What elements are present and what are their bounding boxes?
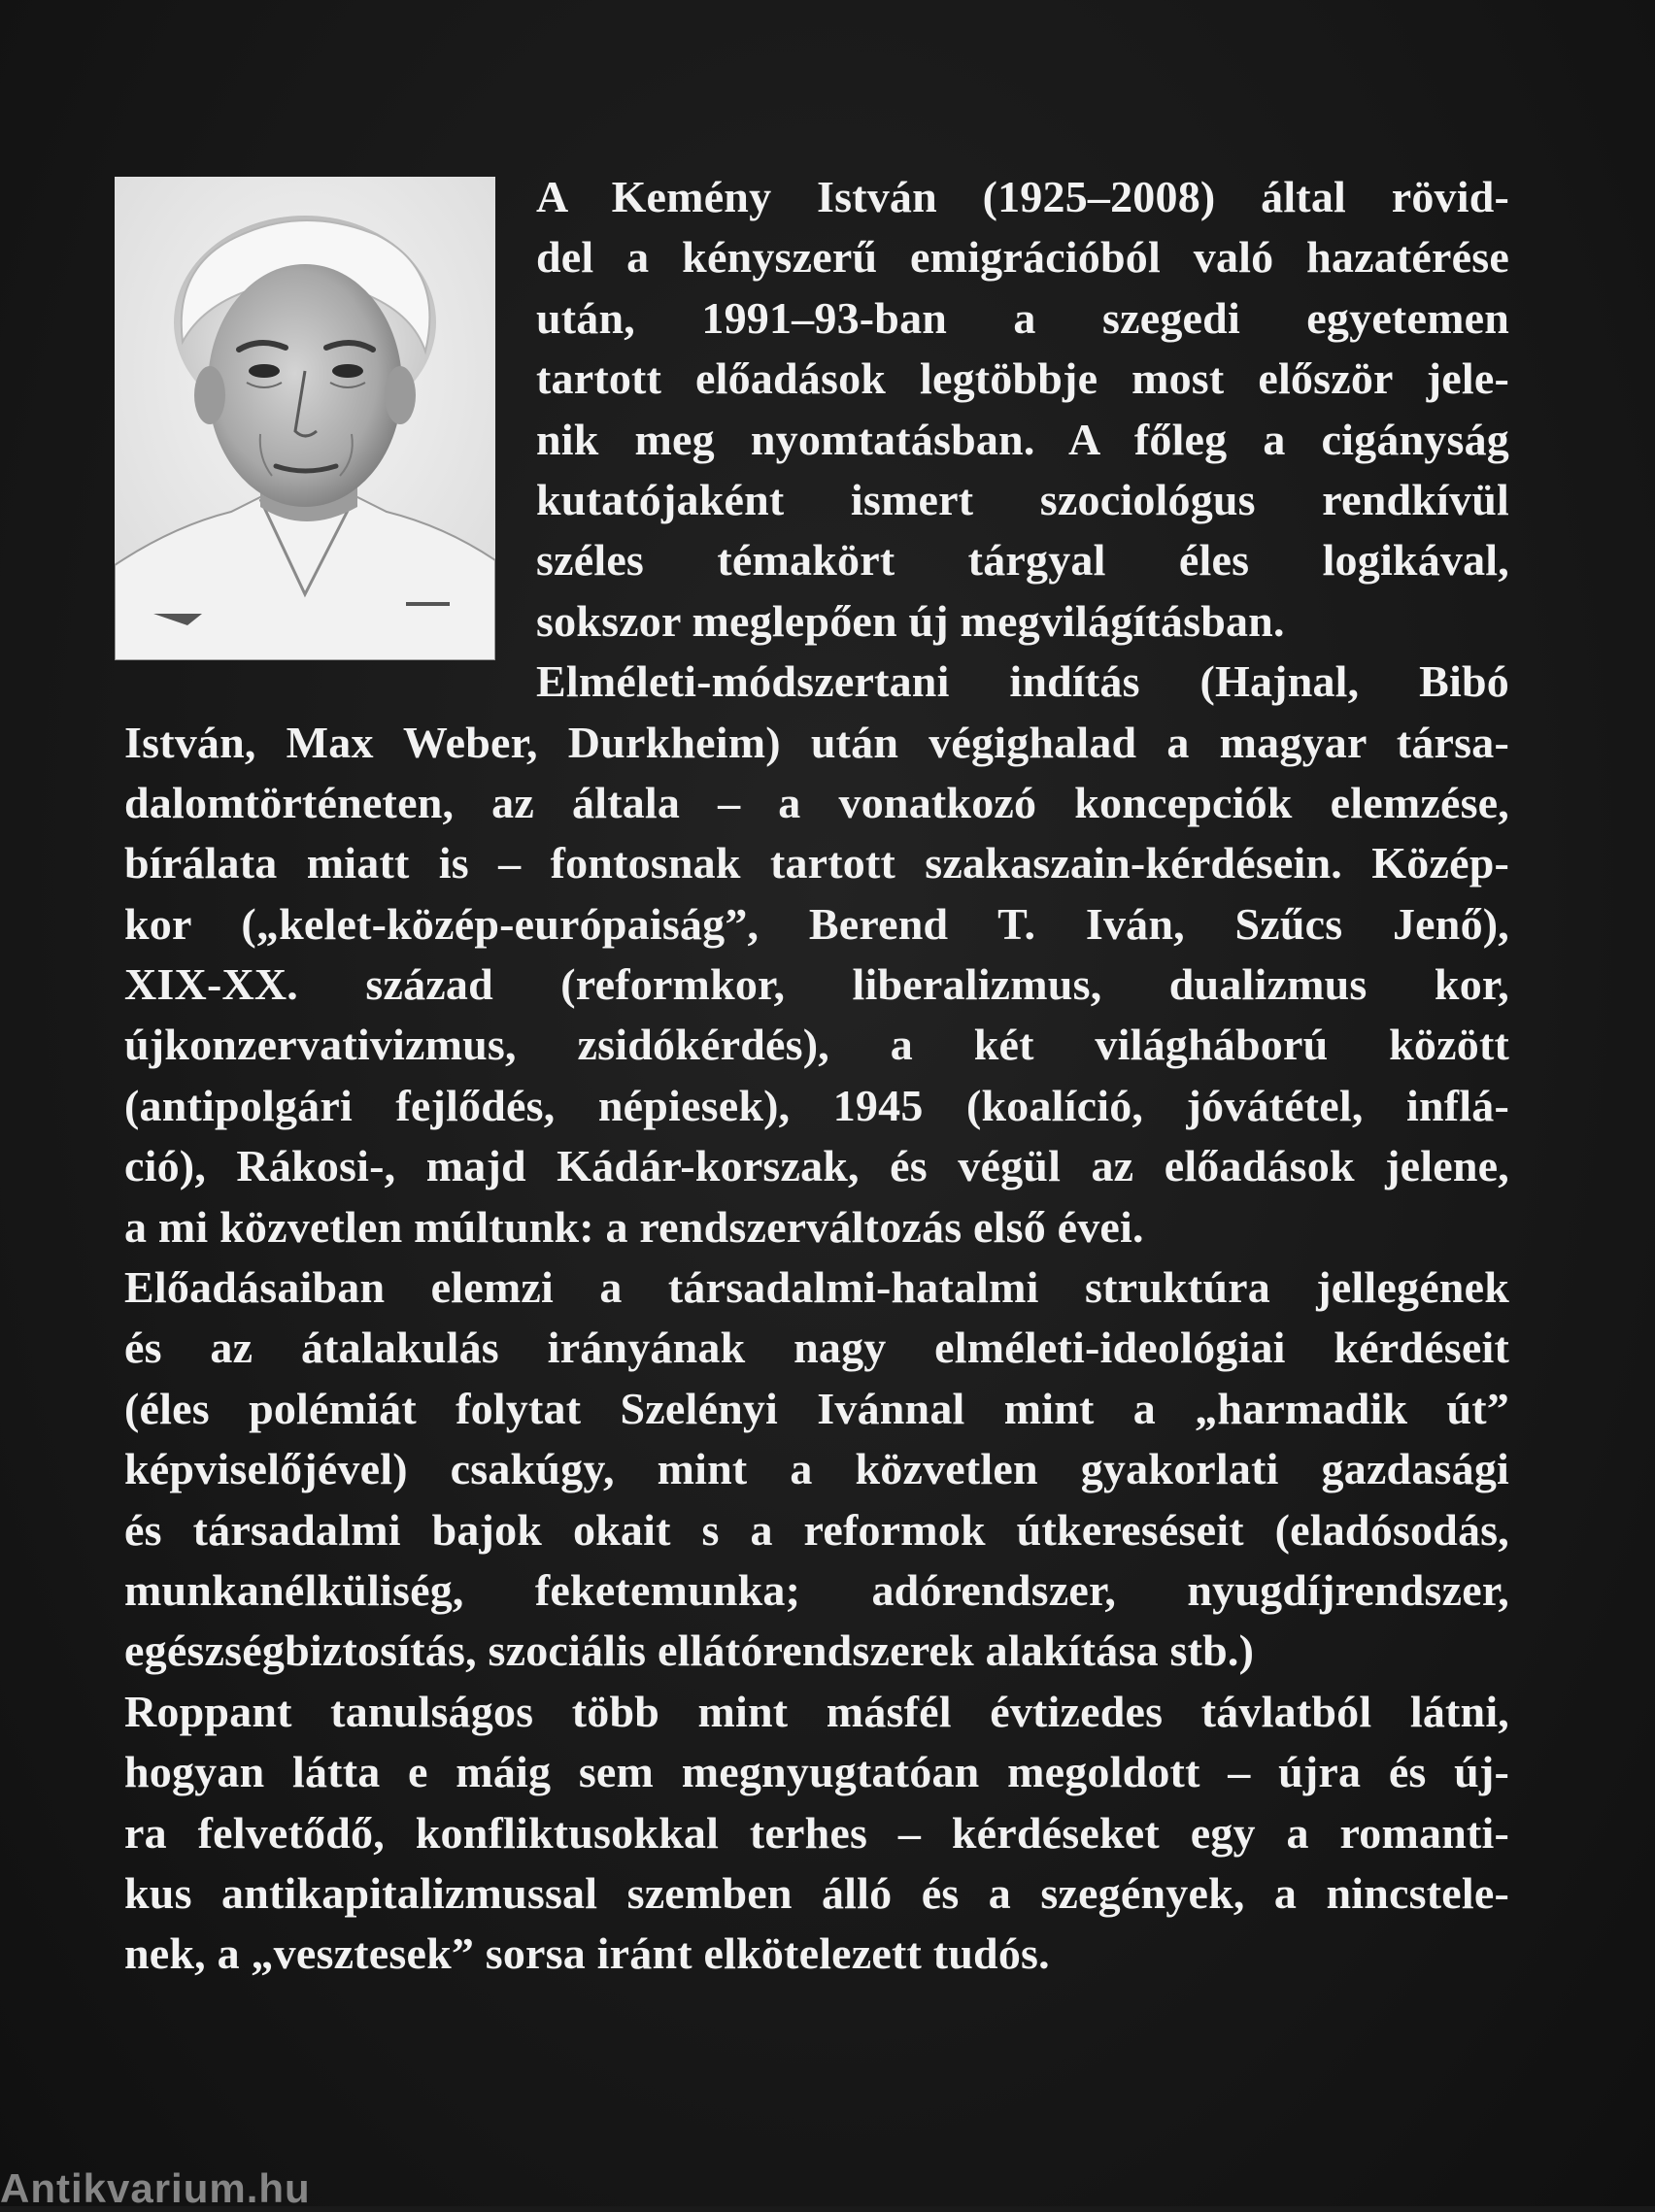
text-line: del a kényszerű emigrációból való hazatérése — [536, 232, 1509, 283]
text-line: nek, a „vesztesek” sorsa iránt elkötelezett tudós. — [124, 1928, 1050, 1979]
paragraph-analysis — [124, 1257, 1509, 1682]
text-line: A Kemény István (1925–2008) által rövid- — [536, 172, 1509, 221]
text-line: nik meg nyomtatásban. A főleg a cigányság — [536, 414, 1509, 464]
text-line: ra felvetődő, konfliktusokkal terhes – kérdéseket egy a romanti- — [124, 1807, 1509, 1858]
text-line: István, Max Weber, Durkheim) után végighalad a magyar társa- — [124, 717, 1509, 767]
text-line: Elméleti-módszertani indítás (Hajnal, Bibó — [536, 656, 1509, 707]
text-line: XIX-XX. század (reformkor, liberalizmus, dualizmus kor, — [124, 959, 1509, 1010]
text-line: a mi közvetlen múltunk: a rendszerváltozás első évei. — [124, 1201, 1144, 1252]
paragraph-intro — [124, 167, 1509, 652]
text-line: és társadalmi bajok okait s a reformok útkereséseit (eladósodás, — [124, 1504, 1509, 1555]
text-line: tartott előadások legtöbbje most először jele- — [536, 353, 1509, 404]
text-line: képviselőjével) csakúgy, mint a közvetlen gyakorlati gazdasági — [124, 1444, 1509, 1494]
description-text — [124, 167, 1509, 1985]
text-line: Előadásaiban elemzi a társadalmi-hatalmi struktúra jellegének — [124, 1262, 1509, 1313]
text-line: és az átalakulás irányának nagy elméleti-ideológiai kérdéseit — [124, 1323, 1509, 1373]
text-line: újkonzervativizmus, zsidókérdés), a két világháború között — [124, 1020, 1509, 1070]
text-line: munkanélküliség, feketemunka; adórendszer, nyugdíjrendszer, — [124, 1564, 1509, 1615]
text-line: dalomtörténeten, az általa – a vonatkozó koncepciók elemzése, — [124, 777, 1509, 827]
text-line: (éles polémiát folytat Szelényi Ivánnal mint a „harmadik út” — [124, 1383, 1509, 1433]
text-line: után, 1991–93-ban a szegedi egyetemen — [536, 292, 1509, 343]
watermark: Antikvarium.hu — [0, 2165, 311, 2211]
text-line: bírálata miatt is – fontosnak tartott szakaszain-kérdésein. Közép- — [124, 838, 1509, 888]
text-line: széles témakört tárgyal éles logikával, — [536, 535, 1509, 586]
text-line: egészségbiztosítás, szociális ellátórendszerek alakítása stb.) — [124, 1625, 1255, 1676]
text-line: kor („kelet-közép-európaiság”, Berend T. Iván, Szűcs Jenő), — [124, 898, 1509, 949]
paragraph-topics — [124, 652, 1509, 1257]
paragraph-conclusion — [124, 1682, 1509, 1985]
text-line: kus antikapitalizmussal szemben álló és a szegények, a nincstele- — [124, 1867, 1509, 1918]
text-line: Roppant tanulságos több mint másfél évtizedes távlatból látni, — [124, 1686, 1509, 1736]
text-line: ció), Rákosi-, majd Kádár-korszak, és végül az előadások jelene, — [124, 1141, 1509, 1191]
text-line: kutatójaként ismert szociológus rendkívül — [536, 474, 1509, 524]
text-line: sokszor meglepően új megvilágításban. — [536, 595, 1285, 646]
text-line: hogyan látta e máig sem megnyugtatóan megoldott – újra és új- — [124, 1747, 1509, 1797]
text-line: (antipolgári fejlődés, népiesek), 1945 (koalíció, jóvátétel, inflá- — [124, 1080, 1509, 1130]
